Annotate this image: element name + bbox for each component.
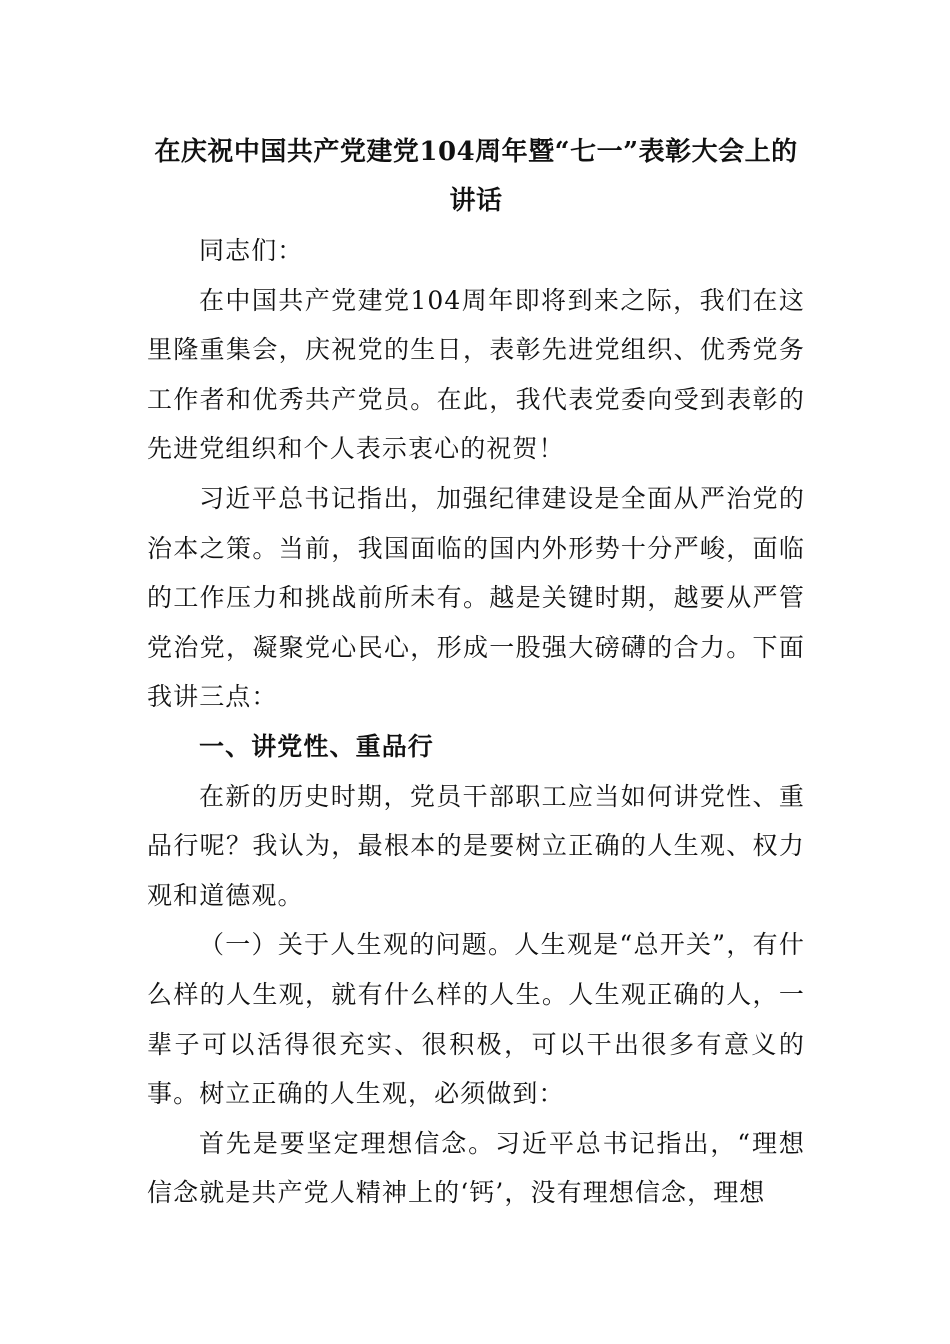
paragraph-ideals-beliefs: 首先是要坚定理想信念。习近平总书记指出，“理想信念就是共产党人精神上的‘钙’，没有理想信念，理想 — [147, 1128, 805, 1208]
paragraph-opening: 在中国共产党建党104周年即将到来之际，我们在这里隆重集会，庆祝党的生日，表彰先进党组织、优秀党务工作者和优秀共产党员。在此，我代表党委向受到表彰的先进党组织和个人表示衷心的祝贺！ — [147, 285, 805, 464]
section-heading-1: 一、讲党性、重品行 — [199, 731, 434, 761]
paragraph-section-1-intro: 在新的历史时期，党员干部职工应当如何讲党性、重品行呢？我认为，最根本的是要树立正确的人生观、权力观和道德观。 — [147, 781, 805, 910]
document-page — [147, 128, 805, 1218]
document-title: 在庆祝中国共产党建党104周年暨“七一”表彰大会上的讲话 — [154, 137, 798, 216]
salutation: 同志们： — [199, 236, 304, 265]
paragraph-context: 习近平总书记指出，加强纪律建设是全面从严治党的治本之策。当前，我国面临的国内外形势十分严峻，面临的工作压力和挑战前所未有。越是关键时期，越要从严管党治党，凝聚党心民心，形成一股强大磅礴的合力。下面我讲三点： — [147, 483, 805, 712]
paragraph-outlook-on-life: （一）关于人生观的问题。人生观是“总开关”，有什么样的人生观，就有什么样的人生。人生观正确的人，一辈子可以活得很充实、很积极，可以干出很多有意义的事。树立正确的人生观，必须做到： — [147, 930, 805, 1109]
